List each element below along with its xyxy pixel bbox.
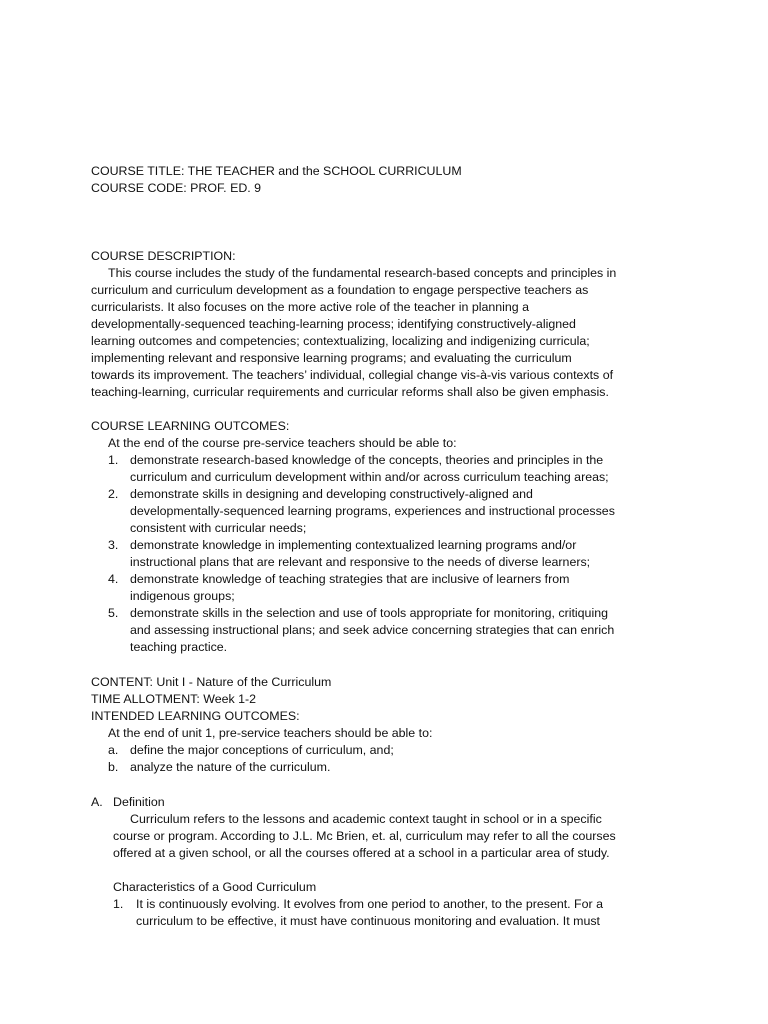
description-heading: COURSE DESCRIPTION: bbox=[91, 249, 236, 263]
description-line: towards its improvement. The teachers’ individual, collegial change vis-à-vis various contexts of bbox=[91, 368, 614, 382]
list-item-line: curriculum to be effective, it must have continuous monitoring and evaluation. It must bbox=[136, 914, 600, 928]
unit-content: CONTENT: Unit I - Nature of the Curriculum bbox=[91, 675, 332, 689]
outcomes-intro: At the end of the course pre-service teachers should be able to: bbox=[108, 436, 457, 450]
list-letter: b. bbox=[108, 760, 119, 774]
unit-ilo-heading: INTENDED LEARNING OUTCOMES: bbox=[91, 709, 300, 723]
list-item-line: demonstrate skills in the selection and use of tools appropriate for monitoring, critiquing bbox=[130, 606, 608, 620]
description-line: curricularists. It also focuses on the more active role of the teacher in planning a bbox=[91, 300, 530, 314]
list-item-line: instructional plans that are relevant and responsive to the needs of diverse learners; bbox=[130, 555, 591, 569]
list-item-line: consistent with curricular needs; bbox=[130, 521, 307, 535]
description-line: curriculum and curriculum development as a foundation to engage perspective teachers as bbox=[91, 283, 589, 297]
description-line: learning outcomes and competencies; contextualizing, localizing and indigenizing curricula; bbox=[91, 334, 590, 348]
description-line: This course includes the study of the fundamental research-based concepts and principles in bbox=[108, 266, 617, 280]
description-line: implementing relevant and responsive learning programs; and evaluating the curriculum bbox=[91, 351, 572, 365]
list-item-line: It is continuously evolving. It evolves from one period to another, to the present. For a bbox=[136, 897, 603, 911]
outcomes-heading: COURSE LEARNING OUTCOMES: bbox=[91, 419, 290, 433]
list-number: 4. bbox=[108, 572, 119, 586]
list-number: 5. bbox=[108, 606, 119, 620]
unit-time-allotment: TIME ALLOTMENT: Week 1-2 bbox=[91, 692, 257, 706]
list-number: 1. bbox=[113, 897, 124, 911]
section-letter: A. bbox=[91, 795, 103, 809]
definition-line: course or program. According to J.L. Mc Brien, et. al, curriculum may refer to all the courses bbox=[113, 829, 616, 843]
list-item-line: demonstrate research-based knowledge of the concepts, theories and principles in the bbox=[130, 453, 604, 467]
definition-line: Curriculum refers to the lessons and academic context taught in school or in a specific bbox=[130, 812, 602, 826]
list-number: 1. bbox=[108, 453, 119, 467]
list-item-line: teaching practice. bbox=[130, 640, 228, 654]
list-number: 3. bbox=[108, 538, 119, 552]
list-number: 2. bbox=[108, 487, 119, 501]
unit-intro: At the end of unit 1, pre-service teachers should be able to: bbox=[108, 726, 433, 740]
description-line: developmentally-sequenced teaching-learning process; identifying constructively-aligned bbox=[91, 317, 576, 331]
list-item-line: demonstrate skills in designing and developing constructively-aligned and bbox=[130, 487, 533, 501]
list-item-line: and assessing instructional plans; and seek advice concerning strategies that can enrich bbox=[130, 623, 615, 637]
course-title: COURSE TITLE: THE TEACHER and the SCHOOL CURRICULUM bbox=[91, 164, 462, 178]
list-item-line: analyze the nature of the curriculum. bbox=[130, 760, 331, 774]
list-item-line: indigenous groups; bbox=[130, 589, 235, 603]
definition-line: offered at a given school, or all the courses offered at a school in a particular area of study. bbox=[113, 846, 610, 860]
list-item-line: developmentally-sequenced learning programs, experiences and instructional processes bbox=[130, 504, 615, 518]
section-title: Definition bbox=[113, 795, 165, 809]
list-item-line: curriculum and curriculum development within and/or across curriculum teaching areas; bbox=[130, 470, 609, 484]
list-item-line: demonstrate knowledge of teaching strategies that are inclusive of learners from bbox=[130, 572, 570, 586]
list-item-line: demonstrate knowledge in implementing contextualized learning programs and/or bbox=[130, 538, 577, 552]
characteristics-heading: Characteristics of a Good Curriculum bbox=[113, 880, 317, 894]
course-code: COURSE CODE: PROF. ED. 9 bbox=[91, 181, 262, 195]
list-letter: a. bbox=[108, 743, 119, 757]
list-item-line: define the major conceptions of curriculum, and; bbox=[130, 743, 394, 757]
description-line: teaching-learning, curricular requirements and curricular reforms shall also be given emphasis. bbox=[91, 385, 609, 399]
